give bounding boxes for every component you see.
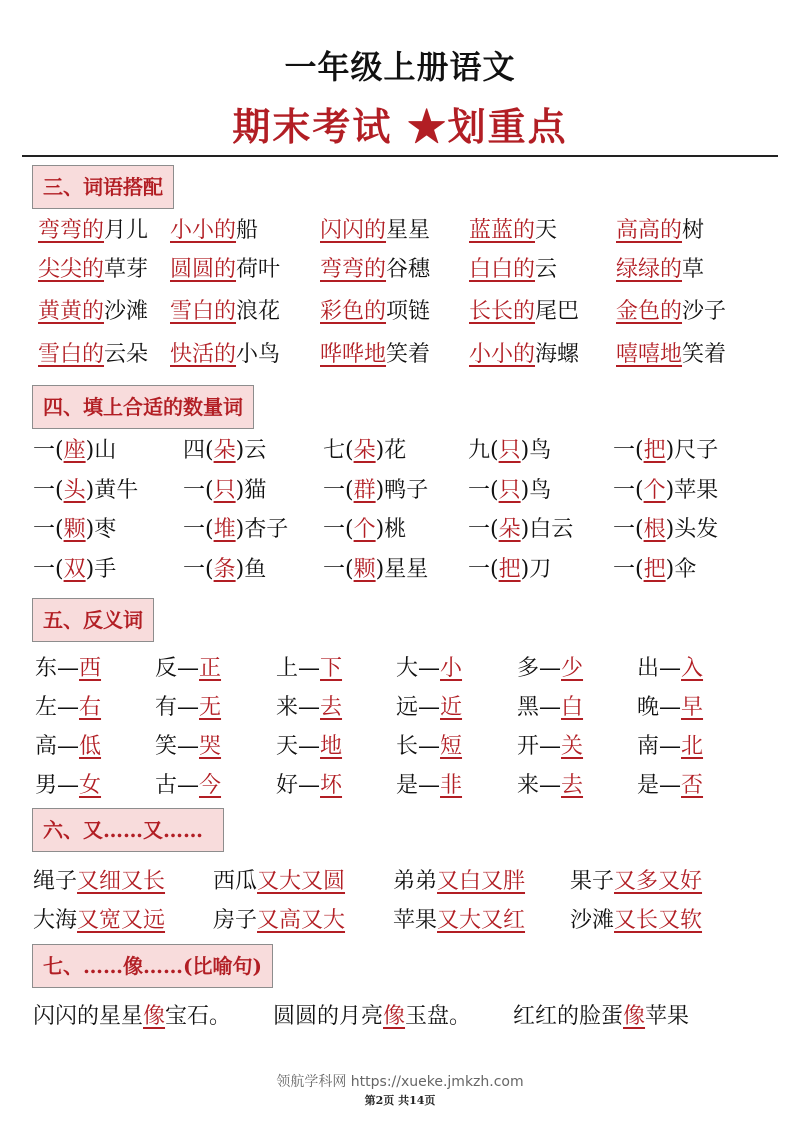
item-text: 男— xyxy=(35,773,80,798)
title-divider xyxy=(22,155,778,157)
answer-text: 去 xyxy=(320,695,343,720)
item-text: 云 xyxy=(535,257,558,282)
answer-text: 座 xyxy=(63,438,86,463)
item-text: 一( xyxy=(468,478,499,503)
item-text: 一( xyxy=(323,478,354,503)
list-item xyxy=(637,768,703,804)
item-text: 来— xyxy=(276,695,321,720)
list-item xyxy=(33,512,116,548)
item-text: )刀 xyxy=(520,557,552,582)
list-item xyxy=(393,903,525,939)
list-item xyxy=(170,213,258,249)
item-text: 沙滩 xyxy=(570,908,615,933)
list-item xyxy=(396,690,462,726)
answer-text: 雪白的 xyxy=(38,342,105,367)
item-text: 弟弟 xyxy=(393,869,438,894)
answer-text: 右 xyxy=(79,695,102,720)
item-text: )鸟 xyxy=(520,438,552,463)
answer-text: 颗 xyxy=(63,517,86,542)
item-text: 左— xyxy=(35,695,80,720)
item-text: )山 xyxy=(85,438,117,463)
list-item xyxy=(183,473,266,509)
list-item xyxy=(323,552,428,588)
answer-text: 又宽又远 xyxy=(77,908,166,933)
item-text: 一( xyxy=(323,517,354,542)
item-text: 草 xyxy=(682,257,705,282)
list-item xyxy=(35,729,101,765)
item-text: 是— xyxy=(396,773,441,798)
list-item xyxy=(396,651,462,687)
answer-text: 彩色的 xyxy=(320,299,387,324)
answer-text: 把 xyxy=(643,557,666,582)
item-text: 天 xyxy=(535,218,558,243)
answer-text: 又多又好 xyxy=(614,869,703,894)
item-text: 一( xyxy=(323,557,354,582)
item-text: 来— xyxy=(517,773,562,798)
list-item xyxy=(276,768,342,804)
list-item xyxy=(38,294,148,330)
list-item xyxy=(637,729,703,765)
list-item xyxy=(468,552,551,588)
item-text: 一( xyxy=(33,517,64,542)
answer-text: 个 xyxy=(353,517,376,542)
item-text: 大— xyxy=(396,656,441,681)
item-text: 海螺 xyxy=(535,342,580,367)
answer-text: 少 xyxy=(561,656,584,681)
answer-text: 闪闪的 xyxy=(320,218,387,243)
answer-text: 低 xyxy=(79,734,102,759)
list-row xyxy=(0,473,800,509)
list-item xyxy=(38,213,148,249)
answer-text: 去 xyxy=(561,773,584,798)
item-text: 苹果 xyxy=(645,1004,690,1029)
item-text: 谷穗 xyxy=(386,257,431,282)
list-item xyxy=(170,252,280,288)
list-item xyxy=(183,552,266,588)
answer-text: 圆圆的 xyxy=(170,257,237,282)
list-item xyxy=(613,433,718,469)
list-item xyxy=(613,512,718,548)
answer-text: 正 xyxy=(199,656,222,681)
item-text: 沙子 xyxy=(682,299,727,324)
answer-text: 只 xyxy=(213,478,236,503)
list-item xyxy=(183,512,288,548)
list-item xyxy=(273,999,471,1035)
answer-text: 下 xyxy=(320,656,343,681)
answer-text: 尖尖的 xyxy=(38,257,105,282)
item-text: 南— xyxy=(637,734,682,759)
answer-text: 个 xyxy=(643,478,666,503)
answer-text: 朵 xyxy=(498,517,521,542)
item-text: 船 xyxy=(236,218,259,243)
answer-text: 双 xyxy=(63,557,86,582)
answer-text: 北 xyxy=(681,734,704,759)
item-text: 七( xyxy=(323,438,354,463)
answer-text: 长长的 xyxy=(469,299,536,324)
list-row xyxy=(0,651,800,687)
page-title: 一年级上册语文 xyxy=(284,48,516,86)
answer-text: 白白的 xyxy=(469,257,536,282)
item-text: )鸟 xyxy=(520,478,552,503)
answer-text: 否 xyxy=(681,773,704,798)
item-text: 西瓜 xyxy=(213,869,258,894)
list-item xyxy=(469,252,557,288)
item-text: 一( xyxy=(613,438,644,463)
list-item xyxy=(170,294,280,330)
list-item xyxy=(570,864,702,900)
answer-text: 非 xyxy=(440,773,463,798)
answer-text: 蓝蓝的 xyxy=(469,218,536,243)
answer-text: 根 xyxy=(643,517,666,542)
answer-text: 又高又大 xyxy=(257,908,346,933)
list-item xyxy=(276,690,342,726)
item-text: 笑— xyxy=(155,734,200,759)
item-text: )猫 xyxy=(235,478,267,503)
section-title-word-matching: 三、词语搭配 xyxy=(32,165,174,209)
list-item xyxy=(323,433,406,469)
item-text: 红红的脸蛋 xyxy=(513,1004,624,1029)
item-text: 一( xyxy=(33,438,64,463)
list-item xyxy=(469,213,557,249)
list-item xyxy=(33,473,138,509)
list-item xyxy=(213,864,345,900)
list-item xyxy=(35,768,101,804)
list-row xyxy=(0,768,800,804)
page-subtitle: 期末考试 ★划重点 xyxy=(232,104,568,149)
list-item xyxy=(616,252,704,288)
list-item xyxy=(616,337,726,373)
item-text: 闪闪的星星 xyxy=(33,1004,144,1029)
answer-text: 嘻嘻地 xyxy=(616,342,683,367)
list-item xyxy=(38,252,148,288)
answer-text: 群 xyxy=(353,478,376,503)
list-item xyxy=(155,651,221,687)
item-text: 宝石。 xyxy=(165,1004,232,1029)
list-row xyxy=(0,252,800,288)
list-item xyxy=(35,690,101,726)
list-item xyxy=(517,651,583,687)
footer-site: 领航学科网 https://xueke.jmkzh.com xyxy=(276,1074,524,1090)
item-text: 一( xyxy=(183,478,214,503)
list-item xyxy=(320,337,430,373)
list-row xyxy=(0,213,800,249)
list-item xyxy=(616,213,704,249)
list-item xyxy=(637,690,703,726)
item-text: 晚— xyxy=(637,695,682,720)
answer-text: 只 xyxy=(498,438,521,463)
answer-text: 堆 xyxy=(213,517,236,542)
answer-text: 快活的 xyxy=(170,342,237,367)
list-item xyxy=(513,999,689,1035)
item-text: )鱼 xyxy=(235,557,267,582)
answer-text: 把 xyxy=(643,438,666,463)
section-title-you-you: 六、又……又…… xyxy=(32,808,224,852)
section-title-antonyms: 五、反义词 xyxy=(32,598,154,642)
footer-page-number: 第2页 共14页 xyxy=(364,1094,436,1107)
item-text: 星星 xyxy=(386,218,431,243)
answer-text: 白 xyxy=(561,695,584,720)
list-item xyxy=(613,552,696,588)
answer-text: 只 xyxy=(498,478,521,503)
item-text: 多— xyxy=(517,656,562,681)
item-text: 玉盘。 xyxy=(405,1004,472,1029)
list-item xyxy=(468,433,551,469)
list-item xyxy=(323,473,428,509)
section-title-simile: 七、……像……(比喻句) xyxy=(32,944,273,988)
answer-text: 小小的 xyxy=(469,342,536,367)
list-item xyxy=(323,512,406,548)
answer-text: 哭 xyxy=(199,734,222,759)
list-item xyxy=(276,729,342,765)
list-row xyxy=(0,552,800,588)
list-row xyxy=(0,433,800,469)
item-text: 反— xyxy=(155,656,200,681)
answer-text: 小小的 xyxy=(170,218,237,243)
list-row xyxy=(0,512,800,548)
item-text: 小鸟 xyxy=(236,342,281,367)
answer-text: 像 xyxy=(143,1004,166,1029)
item-text: 云朵 xyxy=(104,342,149,367)
item-text: )枣 xyxy=(85,517,117,542)
answer-text: 像 xyxy=(383,1004,406,1029)
answer-text: 又大又红 xyxy=(437,908,526,933)
item-text: 有— xyxy=(155,695,200,720)
answer-text: 雪白的 xyxy=(170,299,237,324)
item-text: )桃 xyxy=(375,517,407,542)
item-text: )伞 xyxy=(665,557,697,582)
item-text: )黄牛 xyxy=(85,478,139,503)
answer-text: 早 xyxy=(681,695,704,720)
answer-text: 哗哗地 xyxy=(320,342,387,367)
answer-text: 弯弯的 xyxy=(320,257,387,282)
list-item xyxy=(517,768,583,804)
answer-text: 弯弯的 xyxy=(38,218,105,243)
answer-text: 短 xyxy=(440,734,463,759)
item-text: 天— xyxy=(276,734,321,759)
item-text: )苹果 xyxy=(665,478,719,503)
item-text: 尾巴 xyxy=(535,299,580,324)
item-text: 出— xyxy=(637,656,682,681)
item-text: 果子 xyxy=(570,869,615,894)
answer-text: 又大又圆 xyxy=(257,869,346,894)
item-text: 绳子 xyxy=(33,869,78,894)
item-text: 笑着 xyxy=(386,342,431,367)
list-item xyxy=(570,903,702,939)
list-row xyxy=(0,999,800,1035)
answer-text: 女 xyxy=(79,773,102,798)
list-item xyxy=(320,252,430,288)
answer-text: 把 xyxy=(498,557,521,582)
list-item xyxy=(396,768,462,804)
list-item xyxy=(396,729,462,765)
list-item xyxy=(469,337,579,373)
answer-text: 近 xyxy=(440,695,463,720)
list-row xyxy=(0,903,800,939)
list-item xyxy=(517,729,583,765)
list-row xyxy=(0,337,800,373)
item-text: 一( xyxy=(468,557,499,582)
answer-text: 小 xyxy=(440,656,463,681)
answer-text: 像 xyxy=(623,1004,646,1029)
answer-text: 朵 xyxy=(353,438,376,463)
list-item xyxy=(33,433,116,469)
list-item xyxy=(213,903,345,939)
list-item xyxy=(393,864,525,900)
item-text: 一( xyxy=(613,478,644,503)
item-text: 高— xyxy=(35,734,80,759)
list-row xyxy=(0,294,800,330)
item-text: 四( xyxy=(183,438,214,463)
answer-text: 地 xyxy=(320,734,343,759)
item-text: 上— xyxy=(276,656,321,681)
list-item xyxy=(38,337,148,373)
answer-text: 又白又胖 xyxy=(437,869,526,894)
list-item xyxy=(33,903,165,939)
item-text: 一( xyxy=(183,517,214,542)
answer-text: 条 xyxy=(213,557,236,582)
answer-text: 绿绿的 xyxy=(616,257,683,282)
item-text: 一( xyxy=(183,557,214,582)
item-text: 一( xyxy=(613,557,644,582)
item-text: 沙滩 xyxy=(104,299,149,324)
section-title-measure-words: 四、填上合适的数量词 xyxy=(32,385,254,429)
item-text: 是— xyxy=(637,773,682,798)
item-text: )鸭子 xyxy=(375,478,429,503)
answer-text: 入 xyxy=(681,656,704,681)
answer-text: 高高的 xyxy=(616,218,683,243)
item-text: 黑— xyxy=(517,695,562,720)
list-item xyxy=(616,294,726,330)
list-item xyxy=(155,729,221,765)
item-text: 笑着 xyxy=(682,342,727,367)
answer-text: 西 xyxy=(79,656,102,681)
item-text: 东— xyxy=(35,656,80,681)
answer-text: 头 xyxy=(63,478,86,503)
list-item xyxy=(33,552,116,588)
item-text: 一( xyxy=(33,478,64,503)
item-text: 树 xyxy=(682,218,705,243)
item-text: )星星 xyxy=(375,557,429,582)
list-item xyxy=(320,213,430,249)
answer-text: 今 xyxy=(199,773,222,798)
item-text: )杏子 xyxy=(235,517,289,542)
item-text: 九( xyxy=(468,438,499,463)
list-item xyxy=(155,690,221,726)
list-row xyxy=(0,690,800,726)
item-text: 开— xyxy=(517,734,562,759)
list-item xyxy=(33,864,165,900)
list-item xyxy=(613,473,718,509)
answer-text: 又长又软 xyxy=(614,908,703,933)
item-text: 草芽 xyxy=(104,257,149,282)
item-text: )尺子 xyxy=(665,438,719,463)
list-item xyxy=(468,473,551,509)
list-item xyxy=(517,690,583,726)
answer-text: 无 xyxy=(199,695,222,720)
item-text: 大海 xyxy=(33,908,78,933)
list-item xyxy=(35,651,101,687)
answer-text: 朵 xyxy=(213,438,236,463)
item-text: 浪花 xyxy=(236,299,281,324)
answer-text: 颗 xyxy=(353,557,376,582)
answer-text: 金色的 xyxy=(616,299,683,324)
list-item xyxy=(183,433,266,469)
list-item xyxy=(155,768,221,804)
item-text: 一( xyxy=(613,517,644,542)
item-text: 古— xyxy=(155,773,200,798)
item-text: )手 xyxy=(85,557,117,582)
item-text: 房子 xyxy=(213,908,258,933)
list-item xyxy=(468,512,573,548)
item-text: )白云 xyxy=(520,517,574,542)
item-text: 圆圆的月亮 xyxy=(273,1004,384,1029)
answer-text: 关 xyxy=(561,734,584,759)
list-row xyxy=(0,729,800,765)
item-text: 好— xyxy=(276,773,321,798)
item-text: 一( xyxy=(468,517,499,542)
answer-text: 黄黄的 xyxy=(38,299,105,324)
list-item xyxy=(469,294,579,330)
item-text: 一( xyxy=(33,557,64,582)
item-text: )头发 xyxy=(665,517,719,542)
item-text: )花 xyxy=(375,438,407,463)
item-text: 月儿 xyxy=(104,218,149,243)
item-text: 荷叶 xyxy=(236,257,281,282)
item-text: 苹果 xyxy=(393,908,438,933)
item-text: 项链 xyxy=(386,299,431,324)
answer-text: 又细又长 xyxy=(77,869,166,894)
item-text: )云 xyxy=(235,438,267,463)
item-text: 长— xyxy=(396,734,441,759)
list-item xyxy=(170,337,280,373)
list-row xyxy=(0,864,800,900)
list-item xyxy=(320,294,430,330)
item-text: 远— xyxy=(396,695,441,720)
list-item xyxy=(33,999,231,1035)
answer-text: 坏 xyxy=(320,773,343,798)
list-item xyxy=(276,651,342,687)
list-item xyxy=(637,651,703,687)
